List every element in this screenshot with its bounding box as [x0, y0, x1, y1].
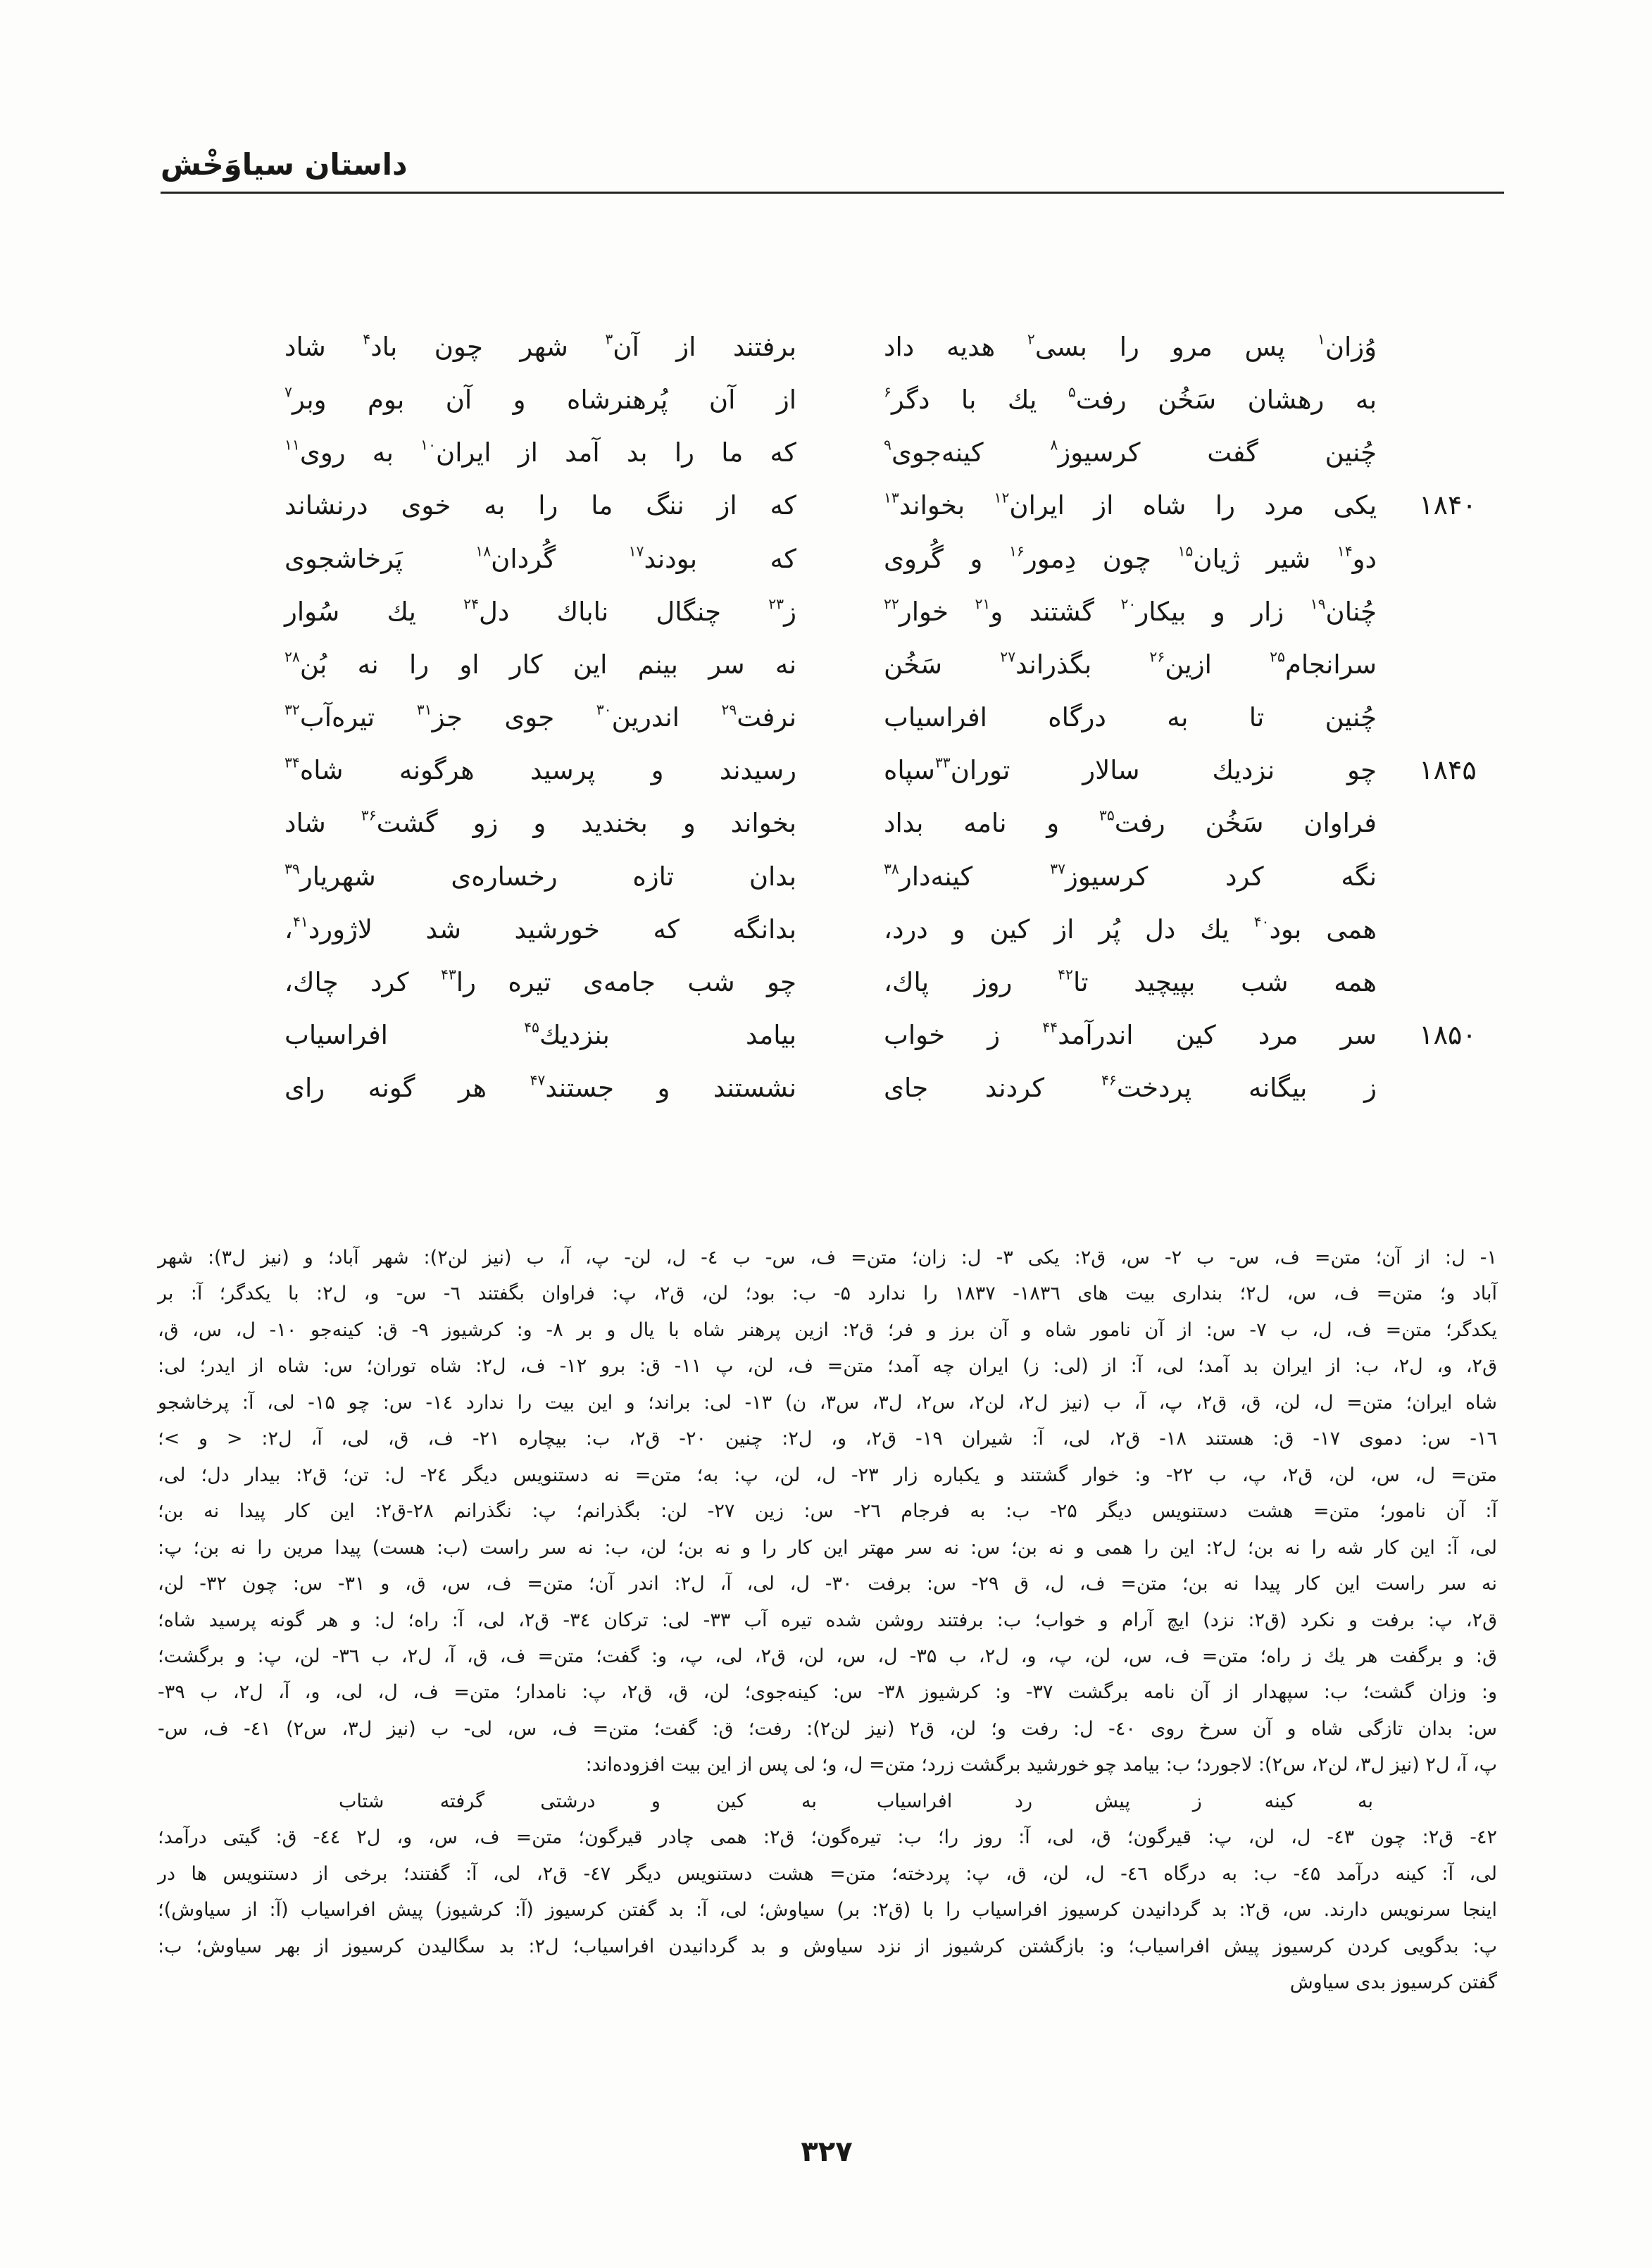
footnote-marker: ۲۲ — [884, 595, 899, 613]
footnote-line: ق۲، پ: برفت و نکرد (ق۲: نزد) ایچ آرام و خواب؛ ب: برفتند روشن شده تیره آب ۳۳- لی: ترکان ۳٤- ق۲، لی، آ: راه؛ ل: و هر گونه پرسید شاه؛ — [158, 1609, 1498, 1631]
footnote-marker: ۴۰ — [1253, 913, 1270, 930]
footnote-marker: ۲ — [1027, 330, 1035, 348]
hemistich-text: دو — [1352, 543, 1377, 574]
hemistich-text: وُزان — [1325, 332, 1377, 362]
footnote-marker: ۲۳ — [768, 595, 784, 613]
footnote-marker: ۸ — [1050, 437, 1058, 454]
footnote-marker: ۳۷ — [1050, 860, 1065, 878]
hemistich-text: روز پاك، — [884, 966, 1058, 997]
hemistich-text: و نامه بداد — [884, 808, 1099, 839]
poem-body — [0, 320, 1652, 1116]
hemistich-text: ازین — [1165, 649, 1270, 680]
footnote-line: و: وزان گشت؛ ب: سپهدار از آن نامه برگشت ۳۷- و: کرشیوز ۳۸- س: کینه‌جوی؛ لن، ق، ق۲، پ: نامدار؛ متن= ف، ل، لی، و، آ، ل۲، ب ۳۹- — [158, 1681, 1497, 1704]
running-head-title: داستان سیاوَخْش — [161, 147, 408, 182]
footnote-line: متن= ل، س، لن، ق۲، پ، ب ۲۲- و: خوار گشتند و یکباره زار ۲۳- ل، لن، پ: به؛ متن= نه دستنویس دیگر ۲٤- ل: تن؛ ق۲: بیدار دل؛ لی، — [158, 1464, 1497, 1486]
header-rule — [161, 192, 1504, 194]
footnote-marker: ۹ — [884, 437, 891, 454]
hemistich-text: کرد چاك، — [284, 966, 441, 997]
hemistich-text: چُنین تا به درگاه افراسیاب — [884, 702, 1377, 733]
footnote-marker: ۲۵ — [1270, 648, 1285, 666]
hemistich-text: نرفت — [737, 702, 796, 733]
footnote-verse-right: به کینه ز پیش رد افراسیاب — [877, 1790, 1373, 1812]
verse-line — [0, 956, 1652, 1009]
hemistich-left — [284, 850, 796, 903]
hemistich-text: افراسیاب — [284, 1019, 525, 1050]
footnote-marker: ۲۴ — [463, 595, 480, 613]
verse-line — [0, 320, 1652, 373]
hemistich-text: ز خواب — [884, 1019, 1043, 1050]
verse-line — [0, 479, 1652, 532]
hemistich-left — [284, 1009, 796, 1061]
hemistich-text: ز — [784, 596, 796, 627]
hemistich-right — [884, 956, 1377, 1009]
hemistich-right — [884, 797, 1377, 849]
footnote-marker: ۱۳ — [884, 490, 899, 507]
verse-line — [0, 638, 1652, 691]
footnote-marker: ۱۱ — [284, 437, 300, 454]
footnote-marker: ۱۹ — [1310, 595, 1326, 613]
hemistich-text: که ما را بد آمد از ایران — [436, 437, 796, 468]
hemistich-left — [284, 956, 796, 1009]
hemistich-text: کینه‌جوی — [891, 437, 1051, 468]
footnote-marker: ۲۶ — [1149, 648, 1165, 666]
footnote-marker: ۱۴ — [1337, 542, 1353, 560]
footnote-marker: ۳۰ — [596, 701, 612, 718]
hemistich-text: فراوان سَخُن رفت — [1114, 808, 1377, 839]
hemistich-right — [884, 903, 1377, 956]
page-number: ۳۲۷ — [801, 2136, 853, 2168]
hemistich-text: چو شب جامه‌ی تیره را — [456, 966, 796, 997]
hemistich-left — [284, 903, 796, 956]
footnotes — [158, 1240, 1497, 2004]
hemistich-right — [884, 744, 1377, 797]
hemistich-right — [884, 850, 1377, 903]
hemistich-text: جوی جز — [432, 702, 596, 733]
hemistich-right — [884, 691, 1377, 744]
footnote-line: پ، آ، ل۲ (نیز ل۳، لن۲، س۲): لاجورد؛ ب: بیامد چو خورشید برگشت زرد؛ متن= ل، و؛ لی پس از این بیت افزوده‌اند: — [585, 1754, 1497, 1776]
verse-line — [0, 903, 1652, 956]
footnote-marker: ۳۵ — [1099, 807, 1115, 825]
hemistich-text: بیامد بنزدیك — [539, 1019, 796, 1050]
hemistich-text: که بودند — [644, 543, 796, 574]
hemistich-left — [284, 320, 796, 373]
hemistich-right — [884, 1009, 1377, 1061]
hemistich-text: یکی مرد را شاه از ایران — [1009, 490, 1377, 521]
footnote-marker: ۲۱ — [975, 595, 991, 613]
hemistich-left — [284, 744, 796, 797]
verse-line — [0, 532, 1652, 585]
footnote-line: ق۲، و، ل۲، ب: از ایران بد آمد؛ لی، آ: از (لی: ز) ایران چه آمد؛ متن= ف، لن، پ ۱۱- ق: برو ۱۲- ف، ل۲: شاه توران؛ س: شاه از ایدر؛ لی: — [158, 1355, 1498, 1378]
footnote-marker: ۱ — [1317, 330, 1325, 348]
footnote-marker: ۴۵ — [524, 1018, 539, 1036]
verse-line — [0, 373, 1652, 426]
footnote-marker: ۴۷ — [530, 1071, 546, 1089]
hemistich-text: و گُروی — [884, 543, 1009, 574]
hemistich-text: شیر ژیان — [1193, 543, 1337, 574]
hemistich-left — [284, 1061, 796, 1114]
hemistich-left — [284, 373, 796, 426]
hemistich-text: سپاه — [884, 755, 935, 786]
hemistich-text: شاد — [284, 808, 361, 839]
hemistich-text: کردند جای — [884, 1073, 1101, 1104]
verse-number: ۱۸۴۵ — [1419, 754, 1477, 786]
footnote-marker: ۲۹ — [721, 701, 737, 718]
footnote-line: ۱- ل: از آن؛ متن= ف، س- ب ۲- س، ق۲: یکی ۳- ل: زان؛ متن= ف، س- ب ٤- ل، لن- پ، آ، ب (نیز لن۲): شهر آباد؛ و (نیز ل۳): شهر — [158, 1247, 1497, 1269]
hemistich-text: همی بود — [1269, 914, 1377, 945]
hemistich-text: پَرخاشجوی — [284, 543, 476, 574]
hemistich-text: هر گونه رای — [284, 1073, 530, 1104]
footnote-verse-left: به کین و درشتی گرفته شتاب — [339, 1790, 817, 1812]
hemistich-text: زار و بیکار — [1136, 596, 1310, 627]
footnote-marker: ۴۶ — [1101, 1071, 1117, 1089]
footnote-line: نه سر راست این کار پیدا نه بن؛ متن= ف، ل، ق ۲۹- س: برفت ۳۰- ل، لی، آ، ل۲: اندر آن؛ متن= ف، س، ق، و ۳۱- س: چون ۳۲- لن، — [158, 1573, 1497, 1595]
hemistich-text: بخواند و بخندید و زو گشت — [376, 808, 797, 839]
footnote-marker: ۴۱ — [292, 913, 308, 930]
hemistich-text: سرانجام — [1284, 649, 1377, 680]
hemistich-text: یك سُوار — [284, 596, 464, 627]
hemistich-left — [284, 532, 796, 585]
hemistich-left — [284, 638, 796, 691]
hemistich-left — [284, 479, 796, 532]
verse-line — [0, 744, 1652, 797]
hemistich-left — [284, 691, 796, 744]
hemistich-right — [884, 638, 1377, 691]
hemistich-right — [884, 426, 1377, 479]
footnote-marker: ۱۷ — [628, 542, 644, 560]
footnote-marker: ۳۴ — [284, 754, 300, 771]
hemistich-text: نگه کرد کرسیوز — [1065, 861, 1377, 892]
hemistich-text: هدیه داد — [884, 332, 1027, 362]
hemistich-text: گشتند و — [990, 596, 1121, 627]
hemistich-text: چون دِمور — [1024, 543, 1178, 574]
hemistich-text: گُردان — [491, 543, 629, 574]
footnote-marker: ۳۹ — [284, 860, 300, 878]
hemistich-text: کینه‌دار — [899, 861, 1051, 892]
hemistich-text: به روی — [299, 437, 421, 468]
hemistich-text: رسیدند و پرسید هرگونه شاه — [299, 755, 796, 786]
footnote-marker: ۱۸ — [475, 542, 492, 560]
hemistich-text: ، — [284, 914, 293, 945]
verse-line — [0, 1061, 1652, 1114]
hemistich-text: پس مرو را بسی — [1034, 332, 1318, 362]
hemistich-text: چُنین گفت کرسیوز — [1058, 437, 1377, 468]
footnote-marker: ۱۵ — [1177, 542, 1194, 560]
hemistich-text: همه شب بپیچید تا — [1072, 966, 1377, 997]
footnote-line: اینجا سرنویس دارند. س، ق۲: بد گردانیدن کرسیوز افراسیاب را با (ق۲: بر) سیاوش؛ لی، آ: بد گفتن کرسیوز (آ: کرشیوز) پیش افراسیاب (آ: از سیاوش)؛ — [158, 1899, 1498, 1921]
footnote-marker: ۲۷ — [1000, 648, 1016, 666]
footnote-marker: ۶ — [884, 383, 891, 401]
hemistich-left — [284, 797, 796, 849]
verse-line — [0, 1009, 1652, 1061]
hemistich-right — [884, 532, 1377, 585]
footnote-marker: ۳ — [605, 330, 613, 348]
footnote-marker: ۱۲ — [994, 490, 1010, 507]
hemistich-text: یك دل پُر از کین و درد، — [884, 914, 1254, 945]
footnote-line: یکدگر؛ متن= ف، ل، ب ۷- س: از آن نامور شاه و آن برز و فر؛ ق۲: ازین پرهنر شاه با یال و بر ۸- و: کرشیوز ۹- ق: کینه‌جو ۱۰- ل، س، ق، — [158, 1319, 1497, 1341]
footnote-line: آباد و؛ متن= ف، س، ل۲؛ بنداری بیت های ۱۸۳٦- ۱۸۳۷ را ندارد ۵- ب: بود؛ لن، ق۲، پ: فراوان بگفتند ٦- س- و، ل۲: با یکدگر؛ آ: بر — [158, 1283, 1497, 1305]
verse-number: ۱۸۴۰ — [1419, 490, 1477, 521]
hemistich-left — [284, 426, 796, 479]
footnote-line: آ: آن نامور؛ متن= هشت دستنویس دیگر ۲۵- ب: به فرجام ۲٦- س: زین ۲۷- لن: بگذرانم؛ پ: نگذرانم ۲۸-ق۲: این کار پیدا نه بن؛ — [158, 1500, 1498, 1523]
hemistich-text: از آن پُرهنرشاه و آن بوم وبر — [292, 385, 796, 416]
footnote-marker: ۲۰ — [1120, 595, 1137, 613]
hemistich-text: یك با دگر — [891, 385, 1068, 416]
hemistich-text: شهر چون باد — [370, 332, 606, 362]
footnote-line: س: بدان تازگی شاه و آن سرخ روی ٤۰- ل: رفت و؛ لن، ق۲ (نیز لن۲): رفت؛ ق: گفت؛ متن= ف، س، لی- ب (نیز ل۳، س۲) ٤۱- ف، س- — [158, 1717, 1497, 1740]
hemistich-left — [284, 585, 796, 638]
hemistich-text: نشستند و جستند — [545, 1073, 796, 1104]
hemistich-text: تیره‌آب — [299, 702, 417, 733]
footnote-marker: ۵ — [1068, 383, 1076, 401]
verse-line — [0, 585, 1652, 638]
verse-line — [0, 797, 1652, 849]
hemistich-text: چُنان — [1325, 596, 1377, 627]
footnote-line: شاه ایران؛ متن= ل، لن، ق، ق۲، پ، آ، ب (نیز ل۲، لن۲، س۲، ل۳، س۳، ن) ۱۳- لی: براند؛ و این بیت را ندارد ۱٤- س: چو ۱۵- لی، آ: پرخاشجو — [158, 1391, 1498, 1414]
footnote-line: لی، آ: کینه درآمد ٤۵- ب: به درگاه ٤٦- ل، لن، ق، پ: پردخته؛ متن= هشت دستنویس دیگر ٤۷- ق۲، لی، آ: گفتند؛ برخی از دستنویس ها در — [158, 1862, 1498, 1885]
hemistich-text: چنگال ناباك دل — [479, 596, 769, 627]
verse-line — [0, 691, 1652, 744]
footnote-marker: ۳۲ — [284, 701, 300, 718]
verse-line — [0, 426, 1652, 479]
hemistich-text: بخواند — [899, 490, 994, 521]
footnote-marker: ۲۸ — [284, 648, 300, 666]
footnote-line: پ: بدگویی کردن کرسیوز پیش افراسیاب؛ و: بازگشتن کرشیوز از نزد سیاوش و بد گردانیدن افراسیاب؛ ل۲: بد سگالیدن کرسیوز از بهر سیاوش؛ ب: — [158, 1935, 1497, 1957]
hemistich-text: که از ننگ ما را به خوی درنشاند — [284, 490, 796, 521]
hemistich-text: چو نزدیك سالار توران — [950, 755, 1377, 786]
footnote-line: ق: و برگفت هر یك ز راه؛ متن= ف، س، لن، پ، و، ل۲، ب ۳۵- ل، س، لن، ق۲، لی، پ، و: گفت؛ متن= ف، ق، آ، ل۲، ب ۳٦- لن، پ: و برگشت؛ — [158, 1645, 1497, 1667]
verse-number: ۱۸۵۰ — [1419, 1018, 1477, 1050]
hemistich-text: بگذراند — [1015, 649, 1150, 680]
footnote-line: ۱٦- س: دموی ۱۷- ق: هستند ۱۸- ق۲، لی، آ: شیران ۱۹- ق۲، و، ل۲: چنین ۲۰- ق۲، ب: بیچاره ۲۱- ف، ق، لی، آ، ل۲: < و >؛ — [158, 1428, 1497, 1450]
footnote-marker: ۴۳ — [440, 966, 456, 983]
footnote-marker: ۳۶ — [361, 807, 377, 825]
hemistich-text: بدان تازه رخساره‌ی شهریار — [299, 861, 796, 892]
hemistich-text: بدانگه که خورشید شد لاژورد — [308, 914, 796, 945]
hemistich-right — [884, 1061, 1377, 1114]
footnote-marker: ۳۱ — [416, 701, 432, 718]
hemistich-text: شاد — [284, 332, 363, 362]
hemistich-text: سر مرد کین اندرآمد — [1058, 1019, 1377, 1050]
footnote-line: گفتن کرسیوز بدی سیاوش — [1289, 1971, 1497, 1993]
footnote-marker: ۴ — [363, 330, 371, 348]
hemistich-text: نه سر بینم این کار او را نه بُن — [299, 649, 796, 680]
hemistich-text: اندرین — [611, 702, 722, 733]
hemistich-text: ز بیگانه پردخت — [1116, 1073, 1377, 1104]
hemistich-right — [884, 585, 1377, 638]
hemistich-right — [884, 479, 1377, 532]
footnote-line: ٤۲- ق۲: چون ٤۳- ل، لن، پ: قیرگون؛ ق، لی، آ: روز را؛ ب: تیره‌گون؛ ق۲: همی چادر قیرگون؛ متن= ف، س، و، ل۲ ٤٤- ق: گیتی درآمد؛ — [158, 1826, 1497, 1849]
verse-line — [0, 850, 1652, 903]
hemistich-text: برفتند از آن — [613, 332, 797, 362]
footnote-marker: ۴۲ — [1058, 966, 1073, 983]
footnote-marker: ۷ — [284, 383, 292, 401]
footnote-marker: ۳۸ — [884, 860, 899, 878]
hemistich-text: خوار — [899, 596, 975, 627]
hemistich-right — [884, 320, 1377, 373]
footnote-marker: ۳۳ — [934, 754, 951, 771]
footnote-marker: ۱۶ — [1008, 542, 1025, 560]
footnote-marker: ۴۴ — [1042, 1018, 1058, 1036]
footnote-line: لی، آ: این کار شه را نه بن؛ ل۲: این را همی و نه بن؛ س: نه سر مهتر این کار را و نه بن؛ لن، ب: نه سر راست (ب: هست) پیدا مرین را نه بن؛ پ: — [158, 1536, 1497, 1559]
footnote-marker: ۱۰ — [420, 437, 437, 454]
hemistich-right — [884, 373, 1377, 426]
hemistich-text: سَخُن — [884, 649, 1001, 680]
hemistich-text: به رهشان سَخُن رفت — [1075, 385, 1377, 416]
